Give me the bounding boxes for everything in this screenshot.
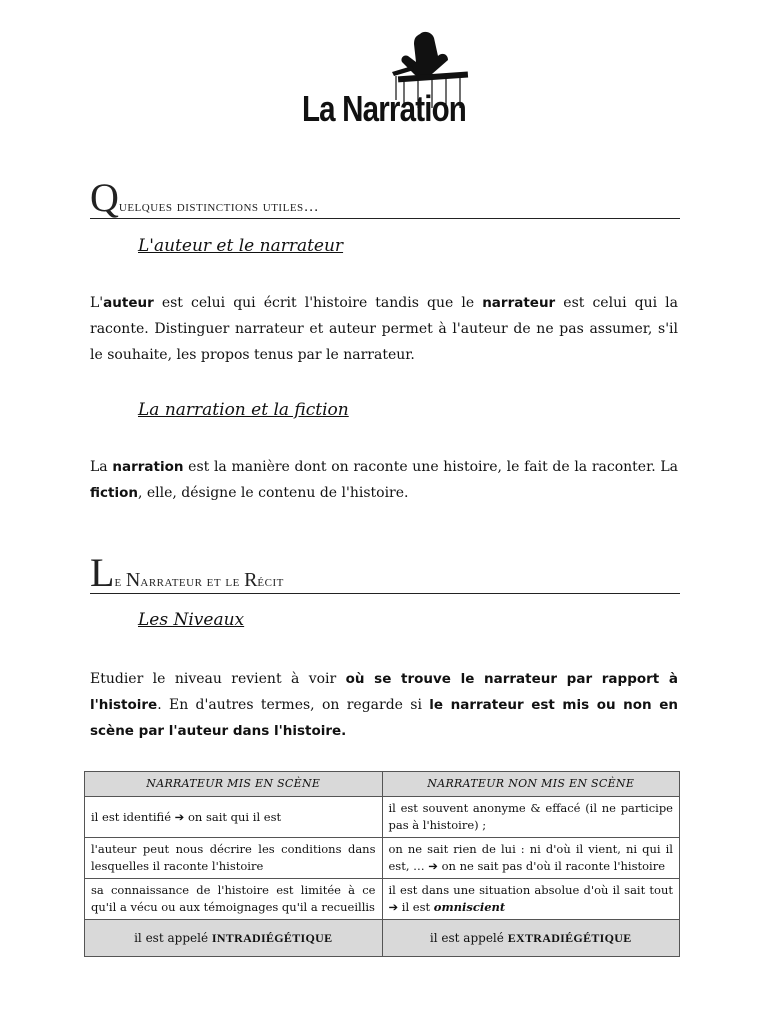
- table-cell: [382, 879, 680, 920]
- text-run: L': [90, 295, 104, 311]
- table-row: [85, 879, 680, 920]
- paragraph-auteur: [90, 290, 678, 368]
- text-run: est celui qui écrit l'histoire tandis que le: [153, 295, 483, 311]
- text-run: . En d'autres termes, on regarde si: [157, 697, 430, 713]
- table-cell: il est souvent anonyme & effacé (il ne participe pas à l'histoire) ;: [382, 797, 680, 838]
- term-intradiegetique: INTRADIÉGÉTIQUE: [211, 930, 333, 945]
- section-heading-text: e: [114, 574, 126, 590]
- section-initial-n: N: [125, 569, 141, 591]
- table-row: [85, 838, 680, 879]
- table-cell: on ne sait rien de lui : ni d'où il vient, ni qui il est, … ➔ on ne sait pas d'où il raconte l'histoire: [382, 838, 680, 879]
- table-cell: il est identifié ➔ on sait qui il est: [85, 797, 383, 838]
- section-heading-text: arrateur et le: [140, 574, 245, 590]
- keyword-position-narrateur: où se trouve le narrateur par rapport à l'histoire: [90, 671, 678, 713]
- text-run: La: [90, 459, 113, 475]
- section-initial: Q: [90, 175, 119, 220]
- table-header-row: [85, 772, 680, 797]
- section-heading-text: écit: [257, 574, 284, 590]
- text-run: il est dans une situation absolue d'où il sait tout ➔ il est: [388, 883, 673, 914]
- subheading-auteur-narrateur: L'auteur et le narrateur: [138, 236, 344, 256]
- section-heading-distinctions: [90, 175, 680, 220]
- term-extradiegetique: EXTRADIÉGÉTIQUE: [507, 930, 632, 945]
- subheading-niveaux: Les Niveaux: [138, 610, 245, 630]
- text-run: il est appelé: [429, 930, 508, 945]
- table-row: [85, 797, 680, 838]
- paragraph-niveaux: [90, 666, 678, 744]
- section-initial: L: [90, 550, 115, 595]
- text-run: Etudier le niveau revient à voir: [90, 671, 346, 687]
- table-cell: sa connaissance de l'histoire est limitée à ce qu'il a vécu ou aux témoignages qu'il a recueillis: [85, 879, 383, 920]
- subheading-narration-fiction: La narration et la fiction: [138, 400, 349, 420]
- keyword-mise-en-scene: le narrateur est mis ou non en scène par l'auteur dans l'histoire.: [90, 697, 679, 739]
- table-header-non-mis-en-scene: NARRATEUR NON MIS EN SCÈNE: [382, 772, 680, 797]
- table-cell: l'auteur peut nous décrire les conditions dans lesquelles il raconte l'histoire: [85, 838, 383, 879]
- text-run: il est appelé: [134, 930, 212, 945]
- keyword-fiction: fiction: [90, 485, 138, 501]
- keyword-narrateur: narrateur: [482, 295, 556, 311]
- table-header-mis-en-scene: NARRATEUR MIS EN SCÈNE: [85, 772, 383, 797]
- table-cell-intradiegetique: [85, 920, 383, 957]
- keyword-narration: narration: [112, 459, 184, 475]
- section-initial-r: R: [244, 569, 258, 591]
- keyword-auteur: auteur: [103, 295, 154, 311]
- section-heading-narrateur-recit: [90, 550, 680, 595]
- narrator-levels-table: [84, 771, 680, 957]
- keyword-omniscient: omniscient: [433, 900, 506, 914]
- paragraph-narration: [90, 454, 678, 506]
- text-run: est celui qui la raconte. Distinguer narrateur et auteur permet à l'auteur de ne pas assumer, s'il le souhaite, les propos tenus par le narrateur.: [90, 295, 678, 363]
- text-run: , elle, désigne le contenu de l'histoire.: [137, 485, 409, 501]
- text-run: est la manière dont on raconte une histoire, le fait de la raconter. La: [183, 459, 679, 475]
- table-footer-row: [85, 920, 680, 957]
- table-cell-extradiegetique: [382, 920, 680, 957]
- section-heading-text: uelques distinctions utiles…: [118, 199, 320, 215]
- page-title: La Narration: [301, 88, 467, 129]
